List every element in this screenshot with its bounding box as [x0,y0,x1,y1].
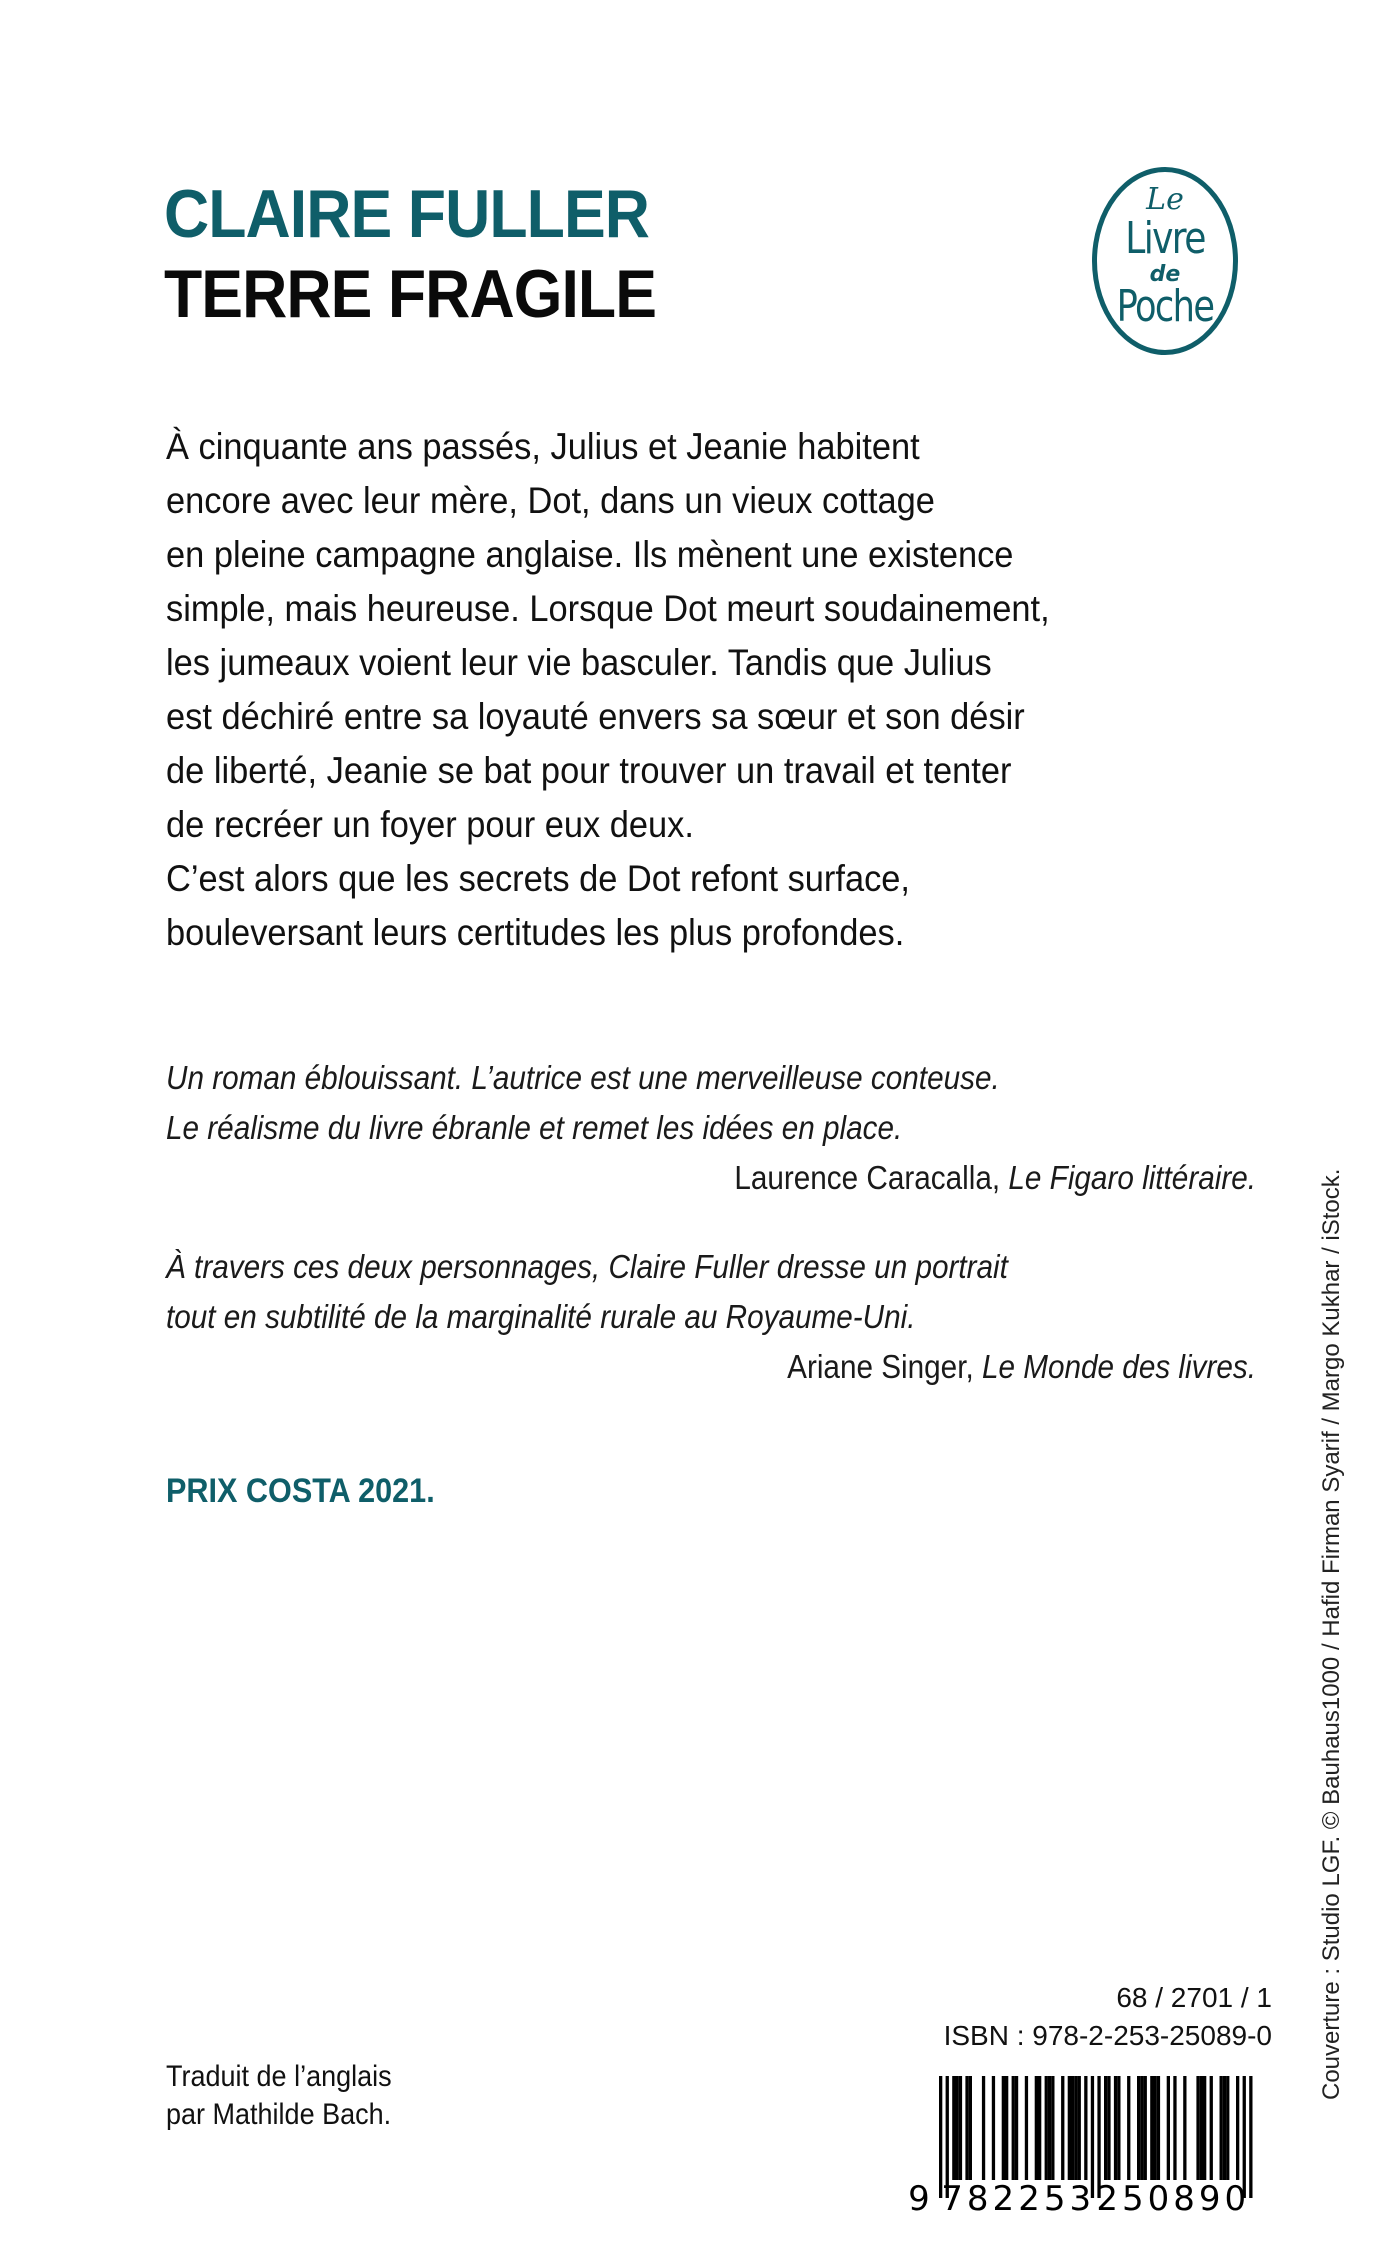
logo-text-poche: Poche [1116,281,1214,332]
blurb-line: À cinquante ans passés, Julius et Jeanie habitent [166,426,920,467]
author-name: CLAIRE FULLER [164,176,650,252]
blurb-line: C’est alors que les secrets de Dot refont surface, [166,858,910,899]
ean13-barcode [900,2070,1280,2230]
logo-text-de: de [1149,262,1181,287]
prize-label: PRIX COSTA 2021. [166,1472,435,1510]
barcode-first-digit: 9 [908,2179,930,2219]
blurb-line: les jumeaux voient leur vie basculer. Tandis que Julius [166,642,992,683]
barcode-left-digits: 782253 [941,2179,1096,2219]
blurb-line: simple, mais heureuse. Lorsque Dot meurt soudainement, [166,588,1050,629]
logo-text-livre: Livre [1125,213,1205,264]
logo-text-le: Le [1146,182,1184,217]
quote-author: Laurence Caracalla, [734,1159,1009,1196]
quote-line: tout en subtilité de la marginalité rurale au Royaume-Uni. [166,1298,916,1335]
book-title: TERRE FRAGILE [164,256,657,332]
quote-author: Ariane Singer, [787,1348,982,1385]
blurb-line: de recréer un foyer pour eux deux. [166,804,694,845]
cover-photo-credit: Couverture : Studio LGF. © Bauhaus1000 / Hafid Firman Syarif / Margo Kukhar / iStock. [1318,1168,1345,2100]
translator-line-1: Traduit de l’anglais [166,2060,392,2093]
book-blurb [166,420,1276,960]
quote-line: Le réalisme du livre ébranle et remet les idées en place. [166,1109,903,1146]
blurb-line: en pleine campagne anglaise. Ils mènent une existence [166,534,1014,575]
blurb-line: encore avec leur mère, Dot, dans un vieux cottage [166,480,935,521]
quote-source: Le Figaro littéraire. [1008,1159,1256,1196]
quote-attribution [275,1153,1256,1203]
isbn-number: ISBN : 978-2-253-25089-0 [943,2020,1272,2051]
quote-line: À travers ces deux personnages, Claire Fuller dresse un portrait [166,1248,1008,1285]
blurb-line: bouleversant leurs certitudes les plus profondes. [166,912,905,953]
publisher-code: 68 / 2701 / 1 [1116,1982,1272,2013]
press-quote-figaro [166,1053,1256,1203]
le-livre-de-poche-logo [1092,167,1238,355]
barcode-graphic [900,2070,1280,2230]
translator-credit [166,2058,392,2134]
quote-source: Le Monde des livres. [981,1348,1256,1385]
press-quote-le-monde [166,1242,1256,1392]
blurb-line: est déchiré entre sa loyauté envers sa sœur et son désir [166,696,1025,737]
barcode-right-digits: 250890 [1096,2179,1251,2219]
quote-line: Un roman éblouissant. L’autrice est une merveilleuse conteuse. [166,1059,1000,1096]
blurb-line: de liberté, Jeanie se bat pour trouver un travail et tenter [166,750,1012,791]
quote-attribution [275,1342,1256,1392]
translator-line-2: par Mathilde Bach. [166,2098,392,2131]
